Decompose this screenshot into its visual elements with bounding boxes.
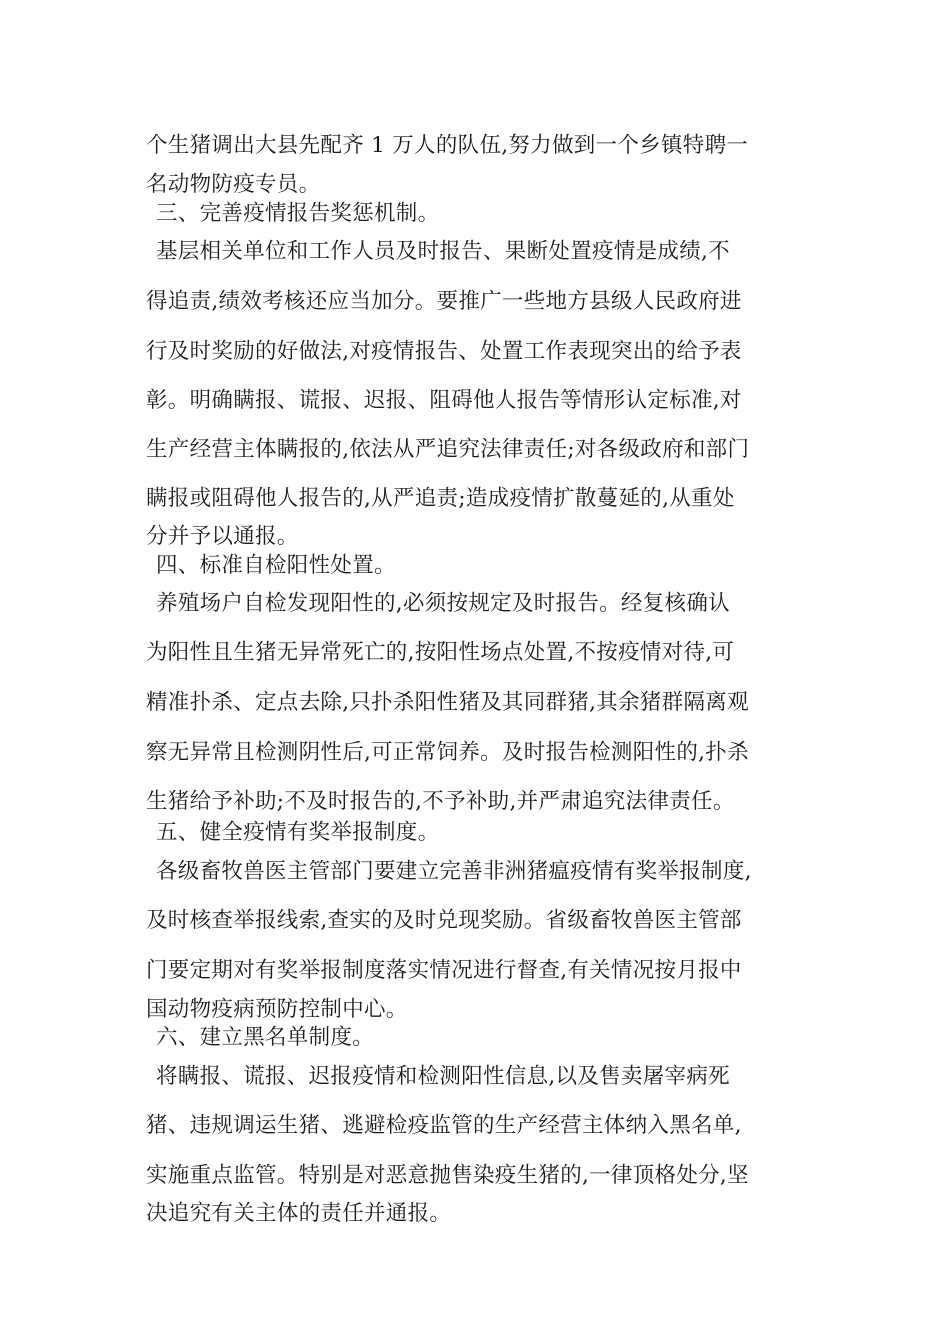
text-line: 彰。明确瞒报、谎报、迟报、阻碍他人报告等情形认定标准,对 — [146, 388, 742, 413]
text-line: 名动物防疫专员。 — [146, 172, 321, 197]
text-line: 精准扑杀、定点去除,只扑杀阳性猪及其同群猪,其余猪群隔离观 — [146, 690, 749, 715]
text-line: 基层相关单位和工作人员及时报告、果断处置疫情是成绩,不 — [156, 239, 730, 264]
text-line: 生产经营主体瞒报的,依法从严追究法律责任;对各级政府和部门 — [146, 437, 750, 462]
text-line: 察无异常且检测阴性后,可正常饲养。及时报告检测阳性的,扑杀 — [146, 740, 749, 765]
text-line: 各级畜牧兽医主管部门要建立完善非洲猪瘟疫情有奖举报制度, — [156, 859, 752, 884]
section-heading-6: 六、建立黑名单制度。 — [156, 1025, 375, 1050]
text-line: 及时核查举报线索,查实的及时兑现奖励。省级畜牧兽医主管部 — [146, 908, 742, 933]
text-line: 实施重点监管。特别是对恶意抛售染疫生猪的,一律顶格处分,坚 — [146, 1163, 749, 1188]
text-line: 分并予以通报。 — [146, 524, 299, 549]
text-line: 猪、违规调运生猪、逃避检疫监管的生产经营主体纳入黑名单, — [146, 1113, 742, 1138]
text-line: 生猪给予补助;不及时报告的,不予补助,并严肃追究法律责任。 — [146, 789, 735, 814]
section-heading-4: 四、标准自检阳性处置。 — [156, 553, 396, 578]
section-heading-3: 三、完善疫情报告奖惩机制。 — [156, 201, 440, 226]
text-line: 为阳性且生猪无异常死亡的,按阳性场点处置,不按疫情对待,可 — [146, 640, 735, 665]
text-line: 行及时奖励的好做法,对疫情报告、处置工作表现突出的给予表 — [146, 339, 742, 364]
text-line: 国动物疫病预防控制中心。 — [146, 997, 408, 1022]
text-line: 养殖场户自检发现阳性的,必须按规定及时报告。经复核确认 — [156, 591, 730, 616]
text-line: 得追责,绩效考核还应当加分。要推广一些地方县级人民政府进 — [146, 289, 742, 314]
text-line: 门要定期对有奖举报制度落实情况进行督查,有关情况按月报中 — [146, 958, 742, 983]
text-line: 瞒报或阻碍他人报告的,从严追责;造成疫情扩散蔓延的,从重处 — [146, 486, 735, 511]
text-line: 决追究有关主体的责任并通报。 — [146, 1201, 452, 1226]
text-line: 个生猪调出大县先配齐 1 万人的队伍,努力做到一个乡镇特聘一 — [146, 133, 749, 158]
text-line: 将瞒报、谎报、迟报疫情和检测阳性信息,以及售卖屠宰病死 — [156, 1064, 730, 1089]
section-heading-5: 五、健全疫情有奖举报制度。 — [156, 820, 440, 845]
